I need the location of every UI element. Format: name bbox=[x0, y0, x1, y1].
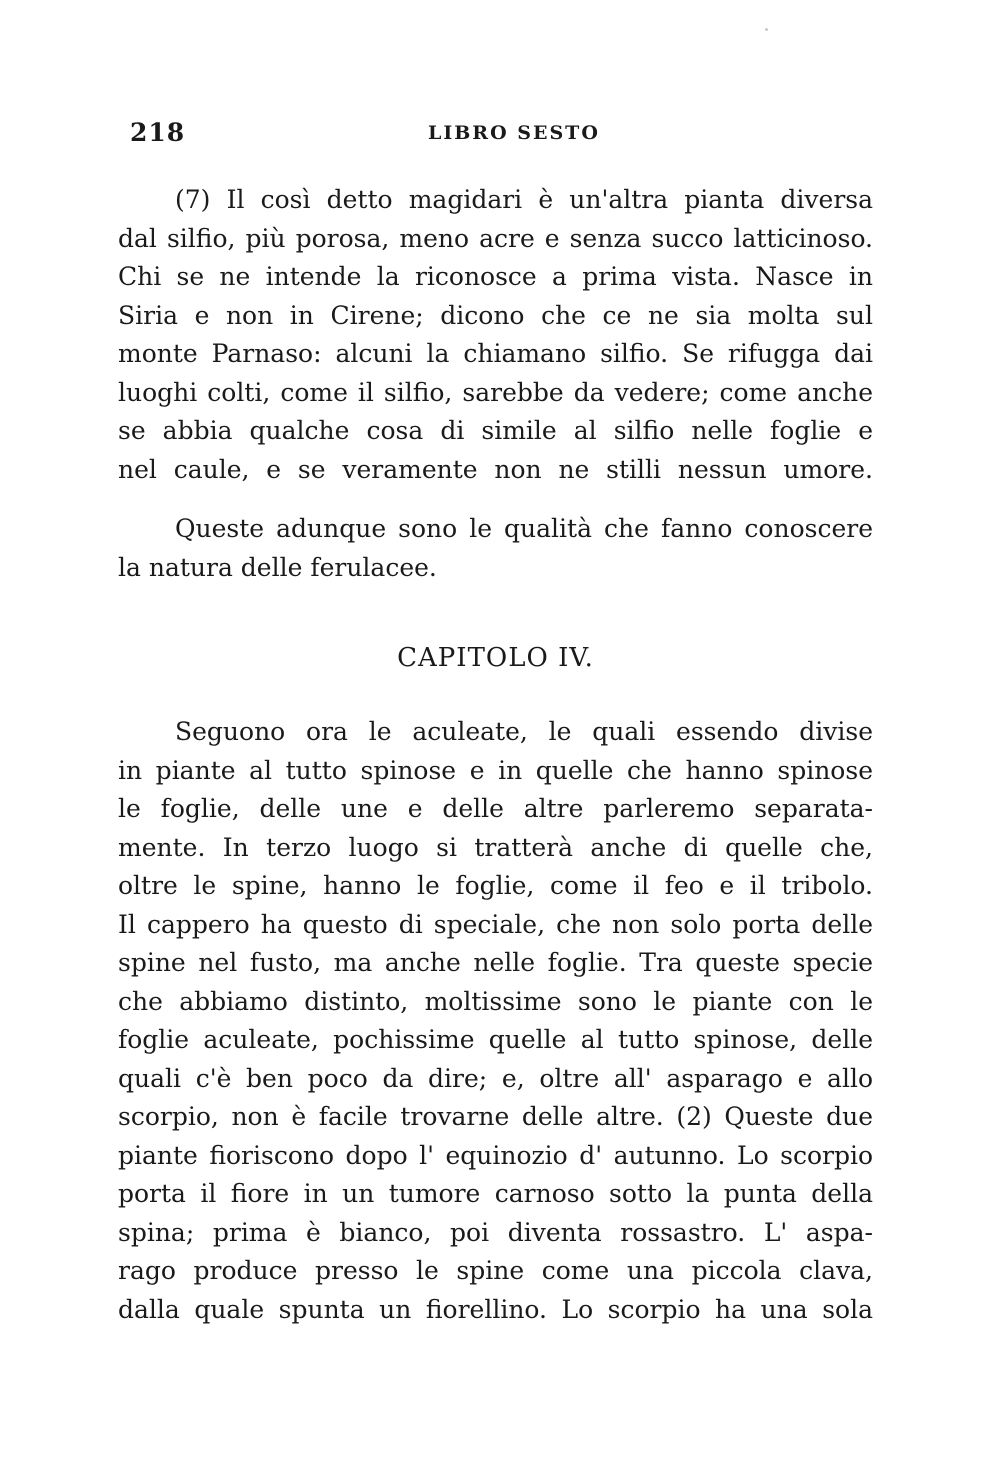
chapter-title: CAPITOLO IV. bbox=[397, 643, 594, 673]
text-line: Queste adunque sono le qualità che fanno conoscere bbox=[175, 514, 873, 543]
page-header bbox=[118, 118, 873, 148]
text-line: Seguono ora le aculeate, le quali essendo divise bbox=[175, 717, 873, 746]
text-line: Chi se ne intende la riconosce a prima vista. Nasce in bbox=[118, 262, 873, 291]
text-line: porta il fiore in un tumore carnoso sotto la punta della bbox=[118, 1179, 873, 1208]
text-line: monte Parnaso: alcuni la chiamano silfio. Se rifugga dai bbox=[118, 339, 873, 368]
text-line: mente. In terzo luogo si tratterà anche di quelle che, bbox=[118, 832, 873, 862]
text-line: dalla quale spunta un fiorellino. Lo scorpio ha una sola bbox=[118, 1294, 873, 1324]
text-line: se abbia qualche cosa di simile al silfio nelle foglie e bbox=[118, 416, 873, 445]
text-line: Il cappero ha questo di speciale, che non solo porta delle bbox=[118, 909, 873, 939]
text-line: rago produce presso le spine come una piccola clava, bbox=[118, 1256, 873, 1285]
paragraph-conclusion bbox=[118, 510, 873, 587]
text-line: che abbiamo distinto, moltissime sono le piante con le bbox=[118, 986, 873, 1016]
text-line: nel caule, e se veramente non ne stilli nessun umore. bbox=[118, 454, 873, 484]
paragraph-note-7 bbox=[118, 181, 873, 489]
text-line: foglie aculeate, pochissime quelle al tutto spinose, delle bbox=[118, 1025, 873, 1054]
scan-speck bbox=[765, 28, 768, 31]
text-line: spine nel fusto, ma anche nelle foglie. Tra queste specie bbox=[118, 948, 873, 977]
running-head: LIBRO SESTO bbox=[428, 122, 600, 144]
paragraph-chapter-body bbox=[118, 713, 873, 1329]
text-line: in piante al tutto spinose e in quelle che hanno spinose bbox=[118, 755, 873, 785]
text-line: quali c'è ben poco da dire; e, oltre all' asparago e allo bbox=[118, 1063, 873, 1093]
text-line: dal silfio, più porosa, meno acre e senza succo latticinoso. bbox=[118, 223, 873, 253]
text-line: piante fioriscono dopo l' equinozio d' autunno. Lo scorpio bbox=[118, 1140, 873, 1170]
text-line: (7) Il così detto magidari è un'altra pianta diversa bbox=[175, 185, 873, 214]
text-line: Siria e non in Cirene; dicono che ce ne sia molta sul bbox=[118, 300, 873, 330]
text-line: la natura delle ferulacee. bbox=[118, 552, 437, 582]
page-number: 218 bbox=[130, 118, 186, 147]
text-line: oltre le spine, hanno le foglie, come il feo e il tribolo. bbox=[118, 871, 873, 900]
text-line: luoghi colti, come il silfio, sarebbe da vedere; come anche bbox=[118, 377, 873, 407]
text-line: le foglie, delle une e delle altre parleremo separata- bbox=[118, 794, 873, 823]
text-line: scorpio, non è facile trovarne delle altre. (2) Queste due bbox=[118, 1102, 873, 1131]
text-line: spina; prima è bianco, poi diventa rossastro. L' aspa- bbox=[118, 1217, 873, 1247]
